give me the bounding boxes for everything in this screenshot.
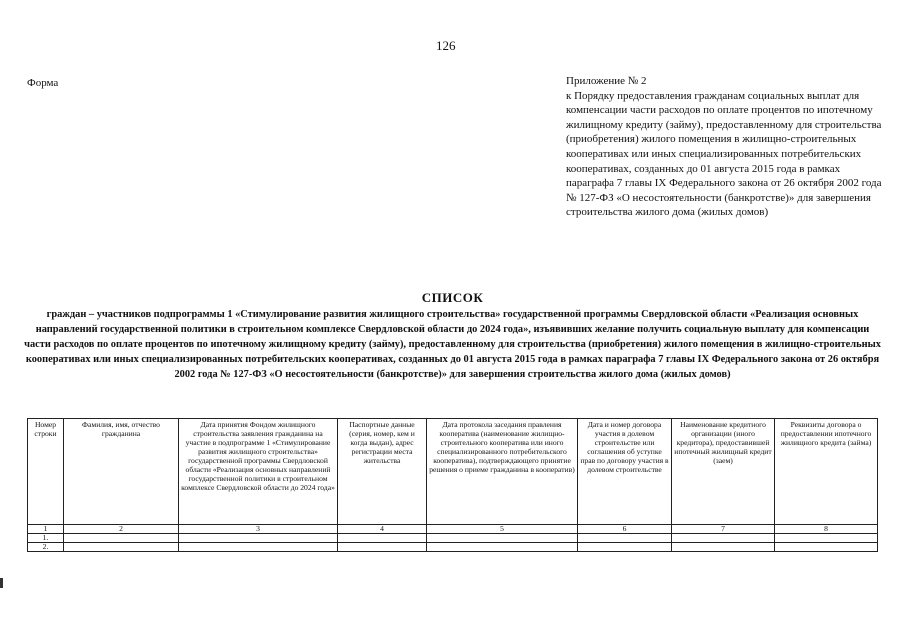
- table-cell: [775, 543, 878, 552]
- column-number: 5: [427, 525, 578, 534]
- header-row-number: Номер строки: [28, 419, 64, 525]
- column-number: 6: [578, 525, 672, 534]
- table-cell: [64, 534, 179, 543]
- table-row: [28, 534, 878, 543]
- table-cell: [672, 543, 775, 552]
- document-title: СПИСОК: [421, 290, 484, 305]
- document-subtitle: граждан – участников подпрограммы 1 «Стимулирование развития жилищного строительства» государственной программы Свердловской области «Реализация основных направлений государственной политики в строительном комплексе Свердловской области до 2024 года», изъявивших желание получить социальную выплату для компенсации части расходов по оплате процентов по ипотечному жилищному кредиту (займу), предоставленному для строительства (приобретения) жилого помещения в жилищно-строительных кооперативах или иных специализированных потребительских кооперативах, созданных до 01 августа 2015 года в рамках параграфа 7 главы IX Федерального закона от 26 октября 2002 года № 127-ФЗ «О несостоятельности (банкротстве)» для завершения строительства жилого дома (жилых домов): [24, 309, 881, 380]
- column-number: 7: [672, 525, 775, 534]
- table-header-row: [28, 419, 878, 525]
- table-cell: [338, 543, 427, 552]
- header-full-name: Фамилия, имя, отчество гражданина: [64, 419, 179, 525]
- table-cell: [578, 543, 672, 552]
- column-number: 3: [179, 525, 338, 534]
- table-cell: [427, 534, 578, 543]
- column-number: 1: [28, 525, 64, 534]
- table-cell: [775, 534, 878, 543]
- page-number: 126: [436, 38, 456, 53]
- table-cell: [179, 543, 338, 552]
- table-cell: [338, 534, 427, 543]
- row-number: 1.: [28, 534, 64, 543]
- appendix-title: Приложение № 2: [566, 75, 647, 87]
- table-row: [28, 543, 878, 552]
- column-numbers-row: [28, 525, 878, 534]
- column-number: 2: [64, 525, 179, 534]
- appendix-block: [566, 74, 886, 220]
- table-cell: [64, 543, 179, 552]
- scan-edge-mark: [0, 578, 3, 588]
- appendix-text: к Порядку предоставления гражданам социальных выплат для компенсации части расходов по оплате процентов по ипотечному жилищному кредиту (займу), предоставленному для строительства (приобретения) жилого помещения в жилищно-строительных кооперативах или иных специализированных потребительских кооперативах, созданных до 01 августа 2015 года в рамках параграфа 7 главы IX Федерального закона от 26 октября 2002 года № 127-ФЗ «О несостоятельности (банкротстве)» для завершения строительства жилого дома (жилых домов): [566, 89, 882, 219]
- header-creditor: Наименование кредитного организации (иного кредитора), предоставившей ипотечный жилищный кредит (заем): [672, 419, 775, 525]
- header-passport: Паспортные данные (серия, номер, кем и когда выдан), адрес регистрации места жительства: [338, 419, 427, 525]
- header-application-date: Дата принятия Фондом жилищного строительства заявления гражданина на участие в подпрограмме 1 «Стимулирование развития жилищного строительства» государственной программы Свердловской области «Реализация основных направлений государственной политики в строительном комплексе Свердловской области до 2024 года»: [179, 419, 338, 525]
- column-number: 4: [338, 525, 427, 534]
- table-cell: [427, 543, 578, 552]
- column-number: 8: [775, 525, 878, 534]
- citizens-table: [27, 418, 878, 552]
- row-number: 2.: [28, 543, 64, 552]
- forma-label: Форма: [27, 77, 59, 89]
- header-contract: Дата и номер договора участия в долевом строительстве или соглашения об уступке прав по договору участия в долевом строительстве: [578, 419, 672, 525]
- table-cell: [179, 534, 338, 543]
- table-cell: [578, 534, 672, 543]
- header-cooperative-protocol: Дата протокола заседания правления кооператива (наименование жилищно-строительного кооператива или иного специализированного потребительского кооператива), подтверждающего принятие решения о приеме гражданина в кооператив): [427, 419, 578, 525]
- header-credit-contract: Реквизиты договора о предоставлении ипотечного жилищного кредита (займа): [775, 419, 878, 525]
- table-cell: [672, 534, 775, 543]
